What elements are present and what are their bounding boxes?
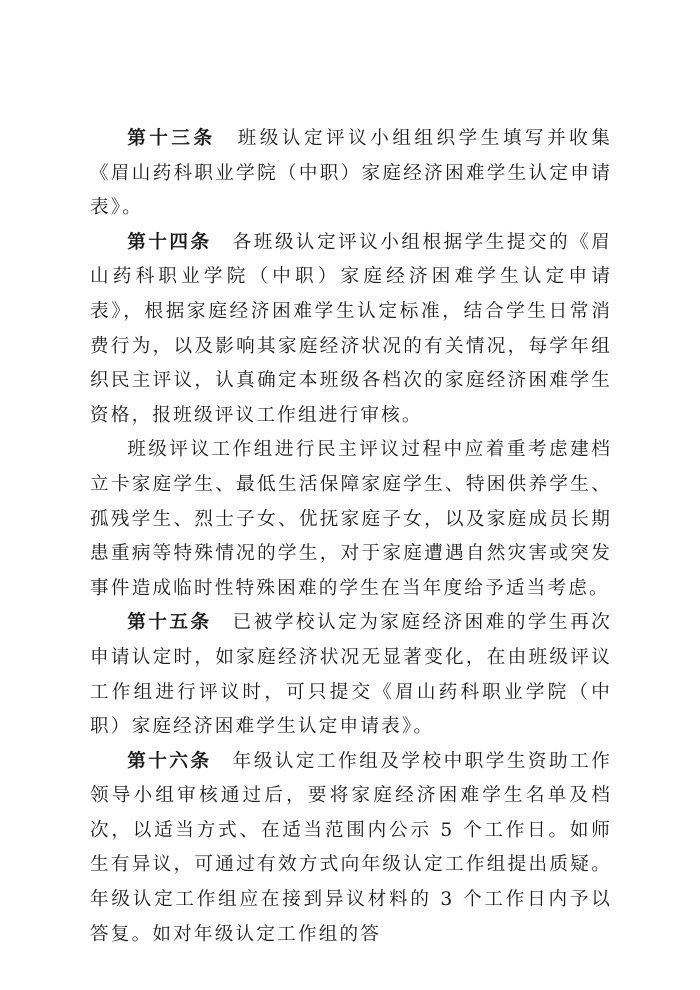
- paragraph-text: 班级评议工作组进行民主评议过程中应着重考虑建档立卡家庭学生、最低生活保障家庭学生、特困供养学生、孤残学生、烈士子女、优抚家庭子女，以及家庭成员长期患重病等特殊情况的学生，对于家庭遭遇自然灾害或突发事件造成临时性特殊困难的学生在当年度给予适当考虑。: [90, 439, 612, 599]
- article-heading: 第十五条: [127, 612, 212, 634]
- article-heading: 第十三条: [127, 128, 216, 149]
- document-body: [90, 122, 612, 952]
- paragraph-article-13: [90, 122, 612, 226]
- article-heading: 第十四条: [127, 231, 212, 253]
- paragraph-text: 已被学校认定为家庭经济困难的学生再次申请认定时，如家庭经济状况无显著变化，在由班级评议工作组进行评议时，可只提交《眉山药科职业学院（中职）家庭经济困难学生认定申请表》。: [90, 612, 612, 738]
- paragraph-text: 年级认定工作组及学校中职学生资助工作领导小组审核通过后，要将家庭经济困难学生名单及档次，以适当方式、在适当范围内公示 5 个工作日。如师生有异议，可通过有效方式向年级认定工作组提出质疑。年级认定工作组应在接到异议材料的 3 个工作日内予以答复。如对年级认定工作组的答: [90, 750, 612, 945]
- paragraph-text: 班级认定评议小组组织学生填写并收集《眉山药科职业学院（中职）家庭经济困难学生认定申请表》。: [90, 128, 612, 219]
- paragraph-article-16: [90, 745, 612, 953]
- article-heading: 第十六条: [127, 750, 212, 772]
- paragraph-article-15: [90, 606, 612, 744]
- paragraph-text: 各班级认定评议小组根据学生提交的《眉山药科职业学院（中职）家庭经济困难学生认定申请表》，根据家庭经济困难学生认定标准，结合学生日常消费行为，以及影响其家庭经济状况的有关情况，每学年组织民主评议，认真确定本班级各档次的家庭经济困难学生资格，报班级评议工作组进行审核。: [90, 231, 612, 426]
- paragraph-class-review: [90, 433, 612, 606]
- paragraph-article-14: [90, 226, 612, 434]
